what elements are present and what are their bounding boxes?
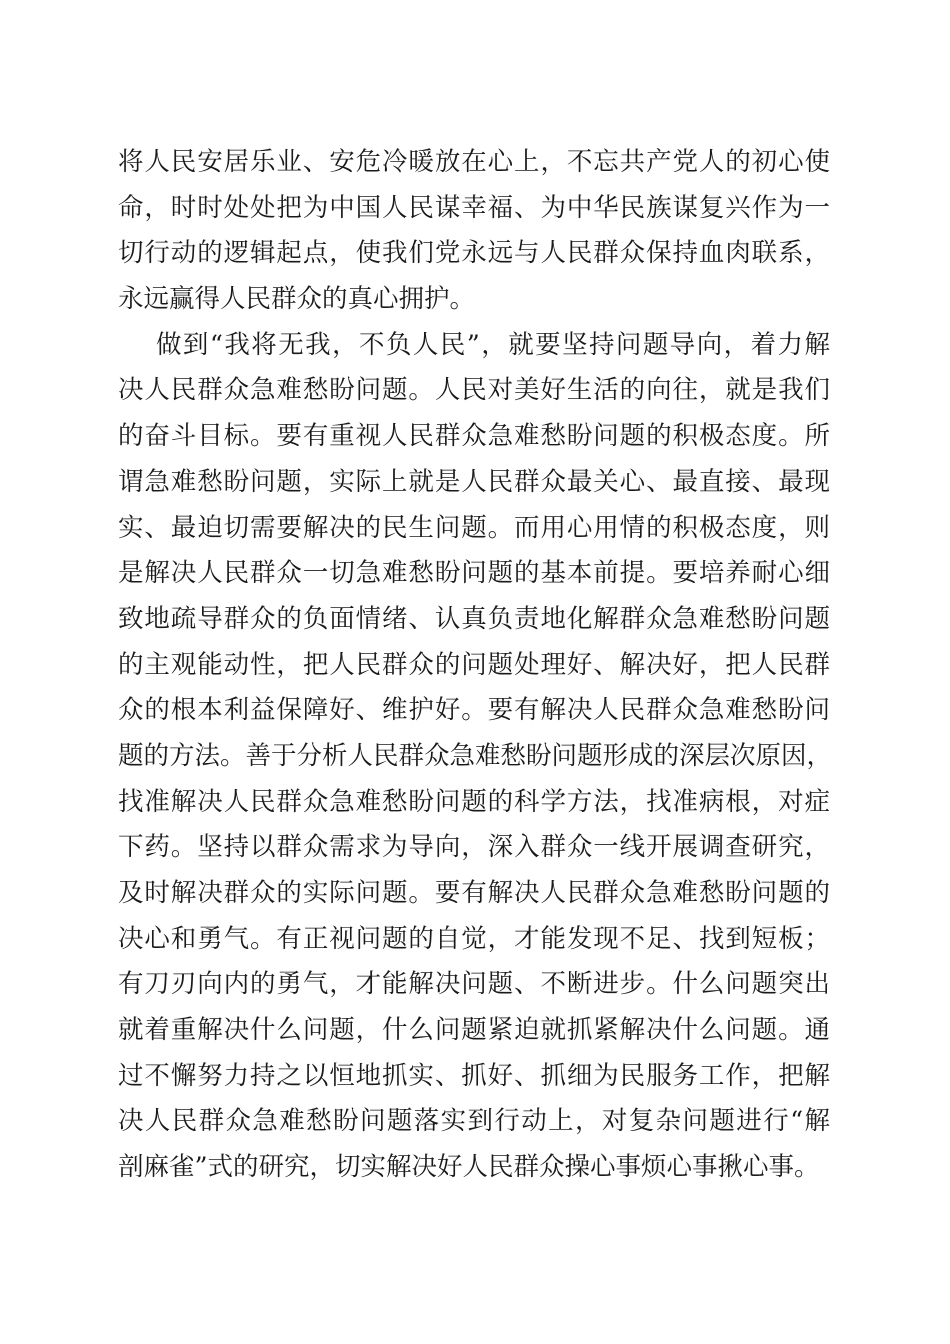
paragraph-line: 有刀刃向内的勇气，才能解决问题、不断进步。什么问题突出 xyxy=(118,969,830,1000)
paragraph-line: 的奋斗目标。要有重视人民群众急难愁盼问题的积极态度。所 xyxy=(118,421,830,452)
paragraph-1 xyxy=(118,140,830,323)
paragraph-line: 将人民安居乐业、安危冷暖放在心上，不忘共产党人的初心使 xyxy=(118,147,830,177)
paragraph-line: 谓急难愁盼问题，实际上就是人民群众最关心、最直接、最现 xyxy=(118,466,830,497)
paragraph-line: 致地疏导群众的负面情绪、认真负责地化解群众急难愁盼问题 xyxy=(118,603,830,634)
document-body xyxy=(118,140,833,1191)
paragraph-line: 决人民群众急难愁盼问题落实到行动上，对复杂问题进行“解 xyxy=(118,1106,830,1137)
paragraph-line: 决心和勇气。有正视问题的自觉，才能发现不足、找到短板； xyxy=(118,923,830,954)
paragraph-line: 题的方法。善于分析人民群众急难愁盼问题形成的深层次原因， xyxy=(118,740,833,771)
paragraph-line: 及时解决群众的实际问题。要有解决人民群众急难愁盼问题的 xyxy=(118,878,830,908)
paragraph-line: 找准解决人民群众急难愁盼问题的科学方法，找准病根，对症 xyxy=(118,786,830,817)
paragraph-line: 命，时时处处把为中国人民谋幸福、为中华民族谋复兴作为一 xyxy=(118,192,830,223)
paragraph-line: 做到“我将无我，不负人民”，就要坚持问题导向，着力解 xyxy=(156,329,830,360)
paragraph-line: 的主观能动性，把人民群众的问题处理好、解决好，把人民群 xyxy=(118,649,830,680)
paragraph-line: 永远赢得人民群众的真心拥护。 xyxy=(118,284,476,315)
paragraph-line: 下药。坚持以群众需求为导向，深入群众一线开展调查研究， xyxy=(118,832,830,863)
paragraph-line: 剖麻雀”式的研究，切实解决好人民群众操心事烦心事揪心事。 xyxy=(118,1152,820,1183)
paragraph-line: 决人民群众急难愁盼问题。人民对美好生活的向往，就是我们 xyxy=(118,375,830,406)
paragraph-line: 众的根本利益保障好、维护好。要有解决人民群众急难愁盼问 xyxy=(118,695,830,726)
paragraph-line: 是解决人民群众一切急难愁盼问题的基本前提。要培养耐心细 xyxy=(118,558,830,589)
paragraph-line: 过不懈努力持之以恒地抓实、抓好、抓细为民服务工作，把解 xyxy=(118,1060,830,1091)
paragraph-line: 切行动的逻辑起点，使我们党永远与人民群众保持血肉联系， xyxy=(118,238,830,269)
paragraph-2 xyxy=(118,323,833,1191)
paragraph-line: 就着重解决什么问题，什么问题紧迫就抓紧解决什么问题。通 xyxy=(118,1015,830,1046)
paragraph-line: 实、最迫切需要解决的民生问题。而用心用情的积极态度，则 xyxy=(118,512,830,543)
